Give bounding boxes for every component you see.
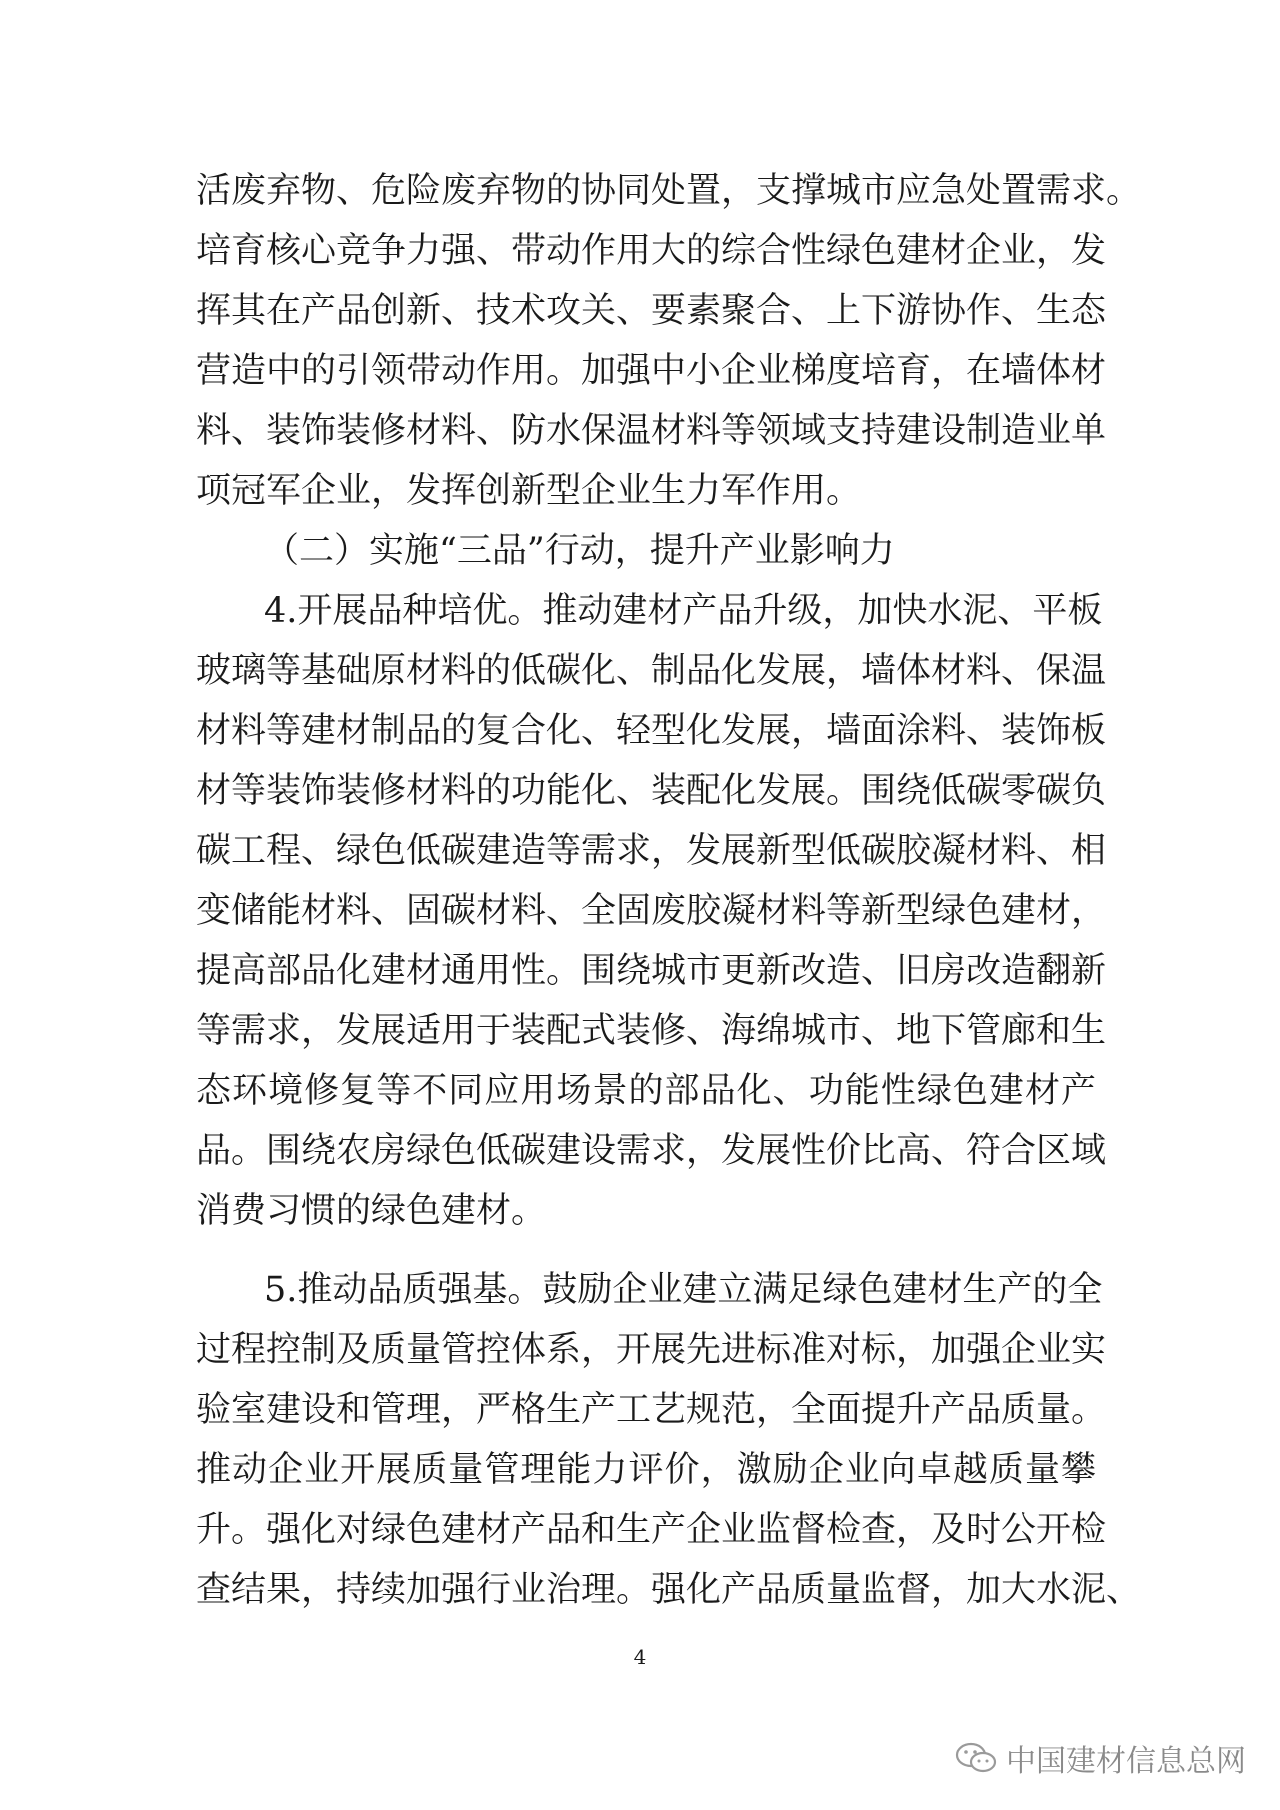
section-heading: （二）实施“三品”行动，提升产业影响力 [264, 531, 895, 571]
page-number: 4 [633, 1645, 647, 1669]
text-line-11: 材等装饰装修材料的功能化、装配化发展。围绕低碳零碳负 [196, 771, 1107, 811]
text-line-18: 消费习惯的绿色建材。 [196, 1191, 547, 1231]
text-line-3: 挥其在产品创新、技术攻关、要素聚合、上下游协作、生态 [196, 291, 1107, 331]
watermark [954, 1736, 1246, 1780]
text-line-5: 料、装饰装修材料、防水保温材料等领域支持建设制造业单 [196, 411, 1107, 451]
text-line-8: 4.开展品种培优。推动建材产品升级，加快水泥、平板 [264, 591, 1103, 631]
text-line-21: 验室建设和管理，严格生产工艺规范，全面提升产品质量。 [196, 1390, 1107, 1430]
text-line-9: 玻璃等基础原材料的低碳化、制品化发展，墙体材料、保温 [196, 651, 1107, 691]
text-line-13: 变储能材料、固碳材料、全固废胶凝材料等新型绿色建材， [196, 891, 1107, 931]
text-line-19: 5.推动品质强基。鼓励企业建立满足绿色建材生产的全 [264, 1270, 1103, 1310]
text-line-14: 提高部品化建材通用性。围绕城市更新改造、旧房改造翻新 [196, 951, 1107, 991]
text-line-24: 查结果，持续加强行业治理。强化产品质量监督，加大水泥、 [196, 1570, 1142, 1610]
text-line-17: 品。围绕农房绿色低碳建设需求，发展性价比高、符合区域 [196, 1131, 1107, 1171]
watermark-text: 中国建材信息总网 [1006, 1744, 1246, 1779]
text-line-22: 推动企业开展质量管理能力评价，激励企业向卓越质量攀 [196, 1450, 1096, 1490]
text-line-16: 态环境修复等不同应用场景的部品化、功能性绿色建材产 [196, 1071, 1096, 1111]
text-line-12: 碳工程、绿色低碳建造等需求，发展新型低碳胶凝材料、相 [196, 831, 1107, 871]
text-line-4: 营造中的引领带动作用。加强中小企业梯度培育，在墙体材 [196, 351, 1107, 391]
text-line-6: 项冠军企业，发挥创新型企业生力军作用。 [196, 471, 862, 511]
text-line-1: 活废弃物、危险废弃物的协同处置，支撑城市应急处置需求。 [196, 171, 1142, 211]
text-line-15: 等需求，发展适用于装配式装修、海绵城市、地下管廊和生 [196, 1011, 1107, 1051]
text-line-2: 培育核心竞争力强、带动作用大的综合性绿色建材企业，发 [196, 231, 1107, 271]
text-line-20: 过程控制及质量管控体系，开展先进标准对标，加强企业实 [196, 1330, 1107, 1370]
wechat-icon [954, 1740, 998, 1776]
text-line-10: 材料等建材制品的复合化、轻型化发展，墙面涂料、装饰板 [196, 711, 1107, 751]
text-line-23: 升。强化对绿色建材产品和生产企业监督检查，及时公开检 [196, 1510, 1107, 1550]
